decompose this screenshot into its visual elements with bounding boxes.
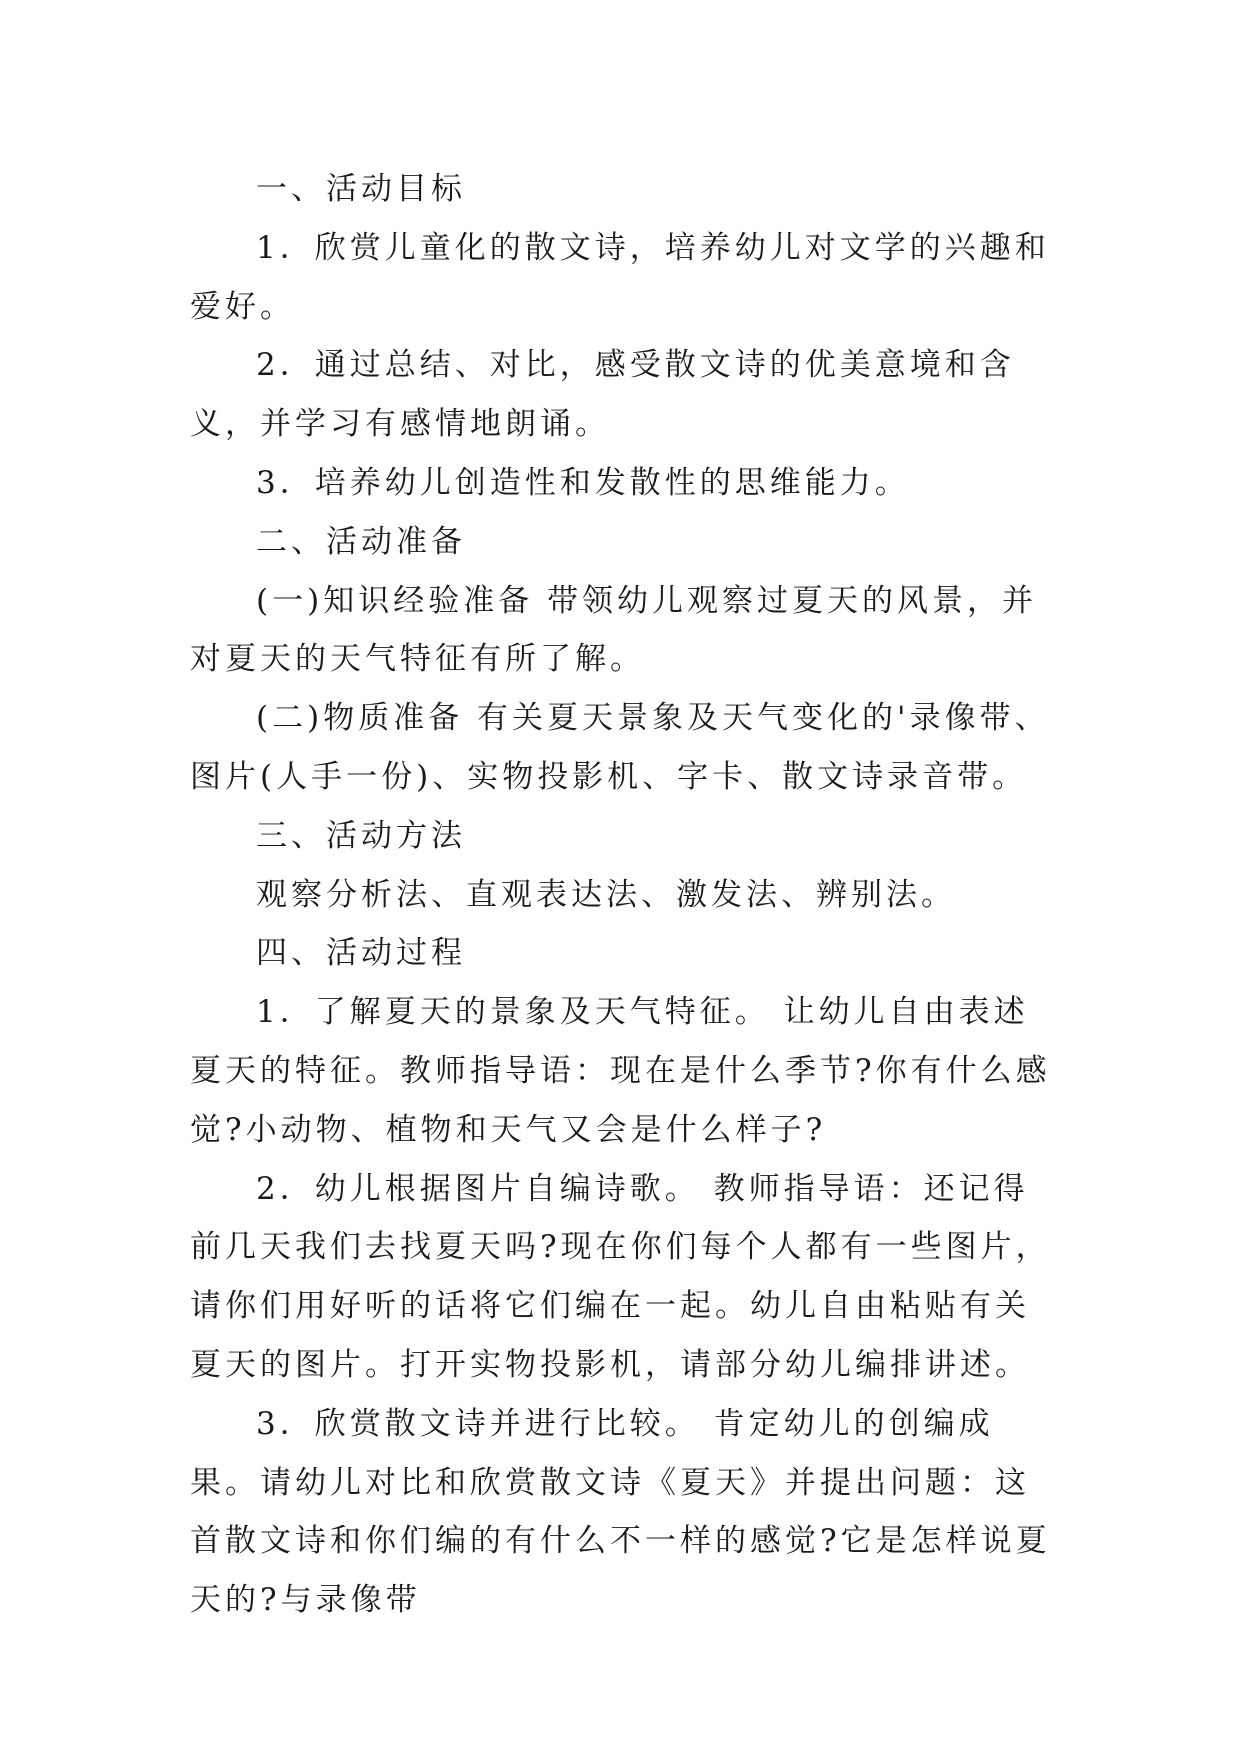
methods-text: 观察分析法、直观表达法、激发法、辨别法。 [256,876,956,913]
section-heading-methods: 三、活动方法 [256,817,466,854]
section-heading-process: 四、活动过程 [256,935,466,972]
document-body [190,160,1062,1630]
section-heading-preparation: 二、活动准备 [256,523,466,560]
section-heading-goals: 一、活动目标 [256,171,466,207]
goal-item-3: 3．培养幼儿创造性和发散性的思维能力。 [256,464,910,501]
preparation-item-2: (二)物质准备 有关夏天景象及天气变化的'录像带、图片(人手一份)、实物投影机、字卡、散文诗录音带。 [190,700,1050,795]
goal-item-1: 1．欣赏儿童化的散文诗，培养幼儿对文学的兴趣和爱好。 [190,229,1050,325]
goal-item-2: 2．通过总结、对比，感受散文诗的优美意境和含义，并学习有感情地朗诵。 [190,347,1015,443]
process-step-2: 2．幼儿根据图片自编诗歌。 教师指导语：还记得前几天我们去找夏天吗?现在你们每个人都有一些图片，请你们用好听的话将它们编在一起。幼儿自由粘贴有关夏天的图片。打开实物投影机，请部分幼儿编排讲述。 [190,1170,1051,1383]
preparation-item-1: (一)知识经验准备 带领幼儿观察过夏天的风景，并对夏天的天气特征有所了解。 [190,582,1038,678]
process-step-1: 1．了解夏天的景象及天气特征。 让幼儿自由表述夏天的特征。教师指导语：现在是什么季节?你有什么感觉?小动物、植物和天气又会是什么样子? [190,994,1051,1148]
process-step-3: 3．欣赏散文诗并进行比较。 肯定幼儿的创编成果。请幼儿对比和欣赏散文诗《夏天》并提出问题：这首散文诗和你们编的有什么不一样的感觉?它是怎样说夏天的?与录像带 [190,1405,1051,1619]
